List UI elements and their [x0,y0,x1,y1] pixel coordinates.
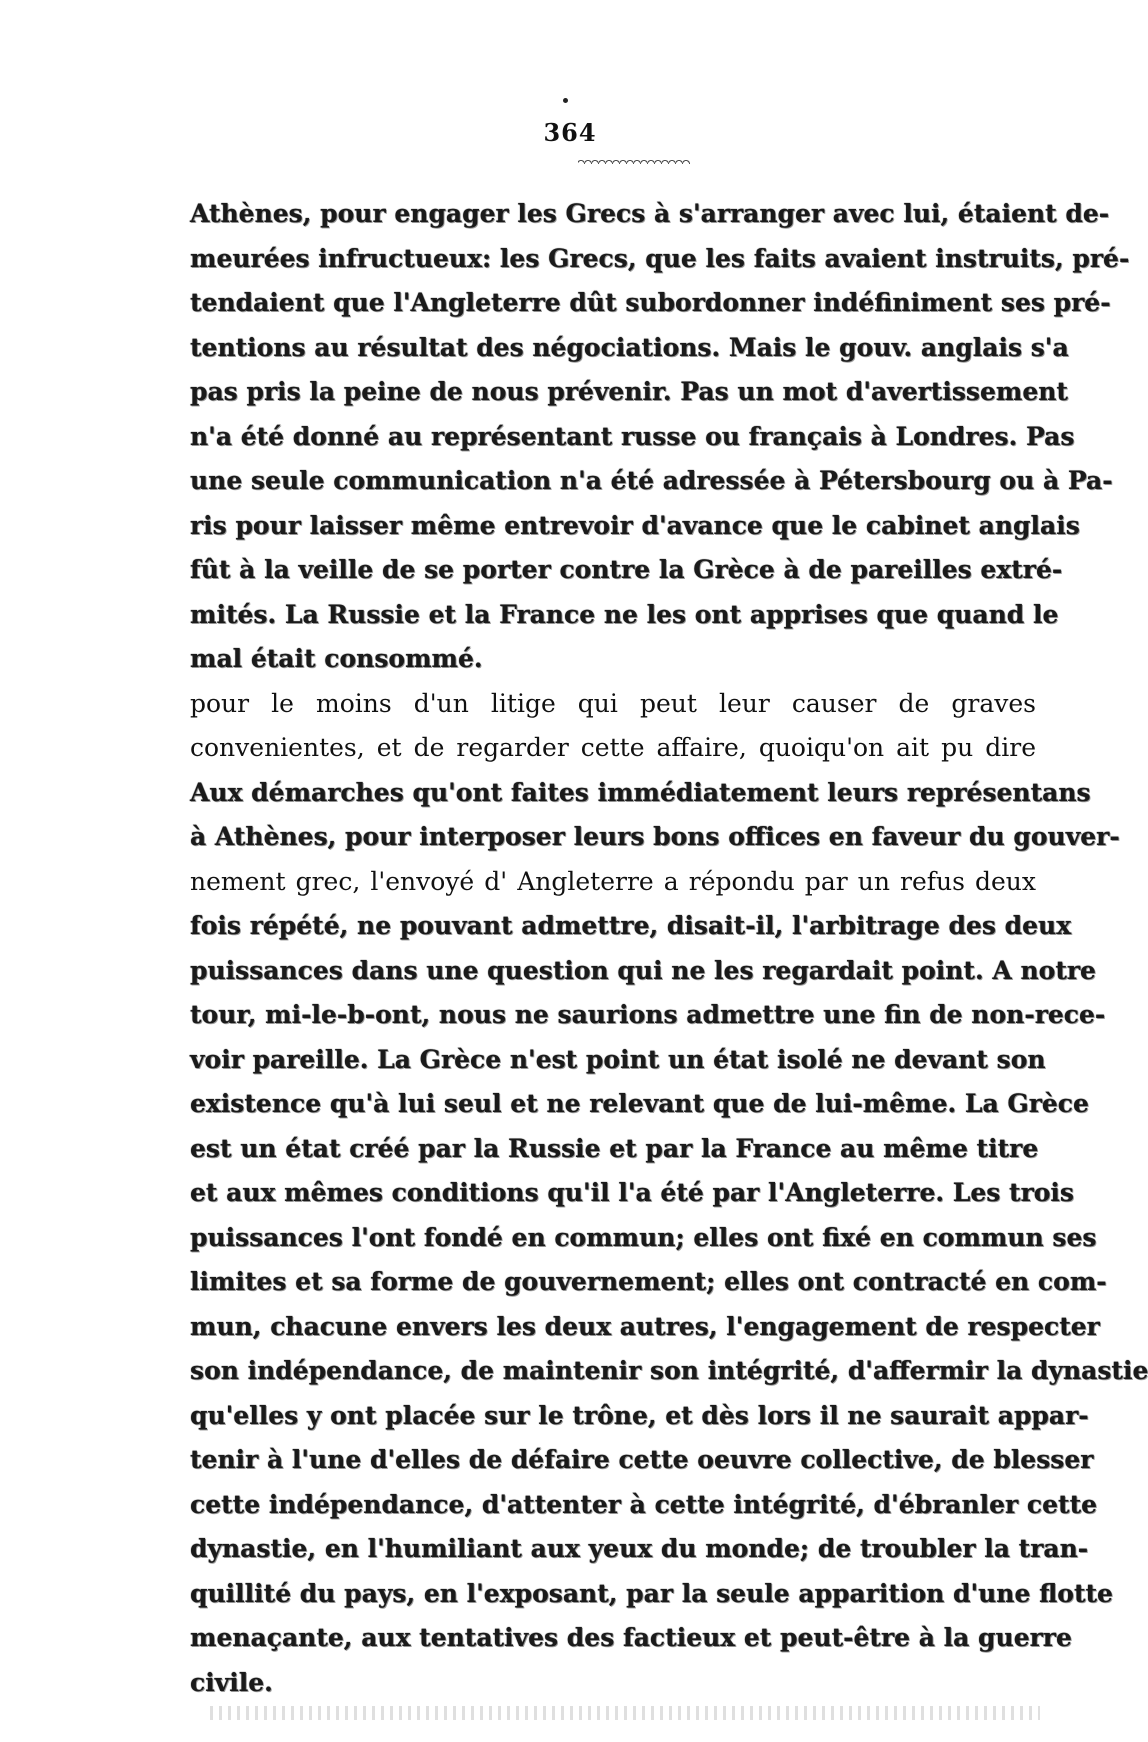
text-line: quillité du pays, en l'exposant, par la seule apparition d'une flotte [190,1578,1113,1608]
show-through-text [210,1706,1040,1720]
text-line: civile. [190,1667,273,1697]
text-line: ris pour laisser même entrevoir d'avance que le cabinet anglais [190,510,1080,540]
text-line: convenientes, et de regarder cette affaire, quoiqu'on ait pu dire [190,733,1036,762]
text-line: qu'elles y ont placée sur le trône, et dès lors il ne saurait appar- [190,1400,1089,1430]
text-line: mités. La Russie et la France ne les ont apprises que quand le [190,599,1059,629]
text-line: meurées infructueux: les Grecs, que les faits avaient instruits, pré- [190,243,1130,273]
text-line: à Athènes, pour interposer leurs bons offices en faveur du gouver- [190,822,1120,851]
text-line: fût à la veille de se porter contre la Grèce à de pareilles extré- [190,555,1063,584]
text-line: limites et sa forme de gouvernement; elles ont contracté en com- [190,1267,1107,1296]
page-number: 364 [543,118,597,147]
decorative-rule [578,158,690,164]
text-line: son indépendance, de maintenir son intégrité, d'affermir la dynastie [190,1356,1148,1385]
text-line: dynastie, en l'humiliant aux yeux du monde; de troubler la tran- [190,1534,1089,1563]
page-header [0,118,1140,147]
text-line: tentions au résultat des négociations. Mais le gouv. anglais s'a [190,332,1069,362]
text-line: Athènes, pour engager les Grecs à s'arranger avec lui, étaient de- [190,199,1110,228]
text-line: tendaient que l'Angleterre dût subordonner indéfiniment ses pré- [190,288,1111,317]
text-line: tour, mi-le-b-ont, nous ne saurions admettre une fin de non-rece- [190,1000,1106,1029]
text-line: puissances l'ont fondé en commun; elles ont fixé en commun ses [190,1222,1097,1252]
text-line: et aux mêmes conditions qu'il l'a été par l'Angleterre. Les trois [190,1178,1074,1207]
body-text [190,192,1148,1705]
text-line: pas pris la peine de nous prévenir. Pas un mot d'avertissement [190,377,1068,406]
text-line: cette indépendance, d'attenter à cette intégrité, d'ébranler cette [190,1489,1098,1519]
text-line: mal était consommé. [190,644,483,673]
text-line: existence qu'à lui seul et ne relevant que de lui-même. La Grèce [190,1089,1089,1118]
text-line: menaçante, aux tentatives des factieux et peut-être à la guerre [190,1623,1072,1652]
text-line: est un état créé par la Russie et par la France au même titre [190,1133,1039,1163]
text-line: tenir à l'une d'elles de défaire cette oeuvre collective, de blesser [190,1445,1094,1474]
text-line: n'a été donné au représentant russe ou français à Londres. Pas [190,421,1075,451]
ink-dot [563,98,568,103]
text-line: mun, chacune envers les deux autres, l'engagement de respecter [190,1311,1100,1341]
text-line: pour le moins d'un litige qui peut leur causer de graves [190,688,1036,718]
text-line: Aux démarches qu'ont faites immédiatement leurs représentans [190,777,1091,807]
text-line: une seule communication n'a été adressée à Pétersbourg ou à Pa- [190,466,1113,495]
text-line: nement grec, l'envoyé d' Angleterre a répondu par un refus deux [190,866,1036,896]
text-line: fois répété, ne pouvant admettre, disait-il, l'arbitrage des deux [190,911,1072,940]
text-line: voir pareille. La Grèce n'est point un état isolé ne devant son [190,1044,1046,1074]
text-line: puissances dans une question qui ne les regardait point. A notre [190,955,1096,985]
